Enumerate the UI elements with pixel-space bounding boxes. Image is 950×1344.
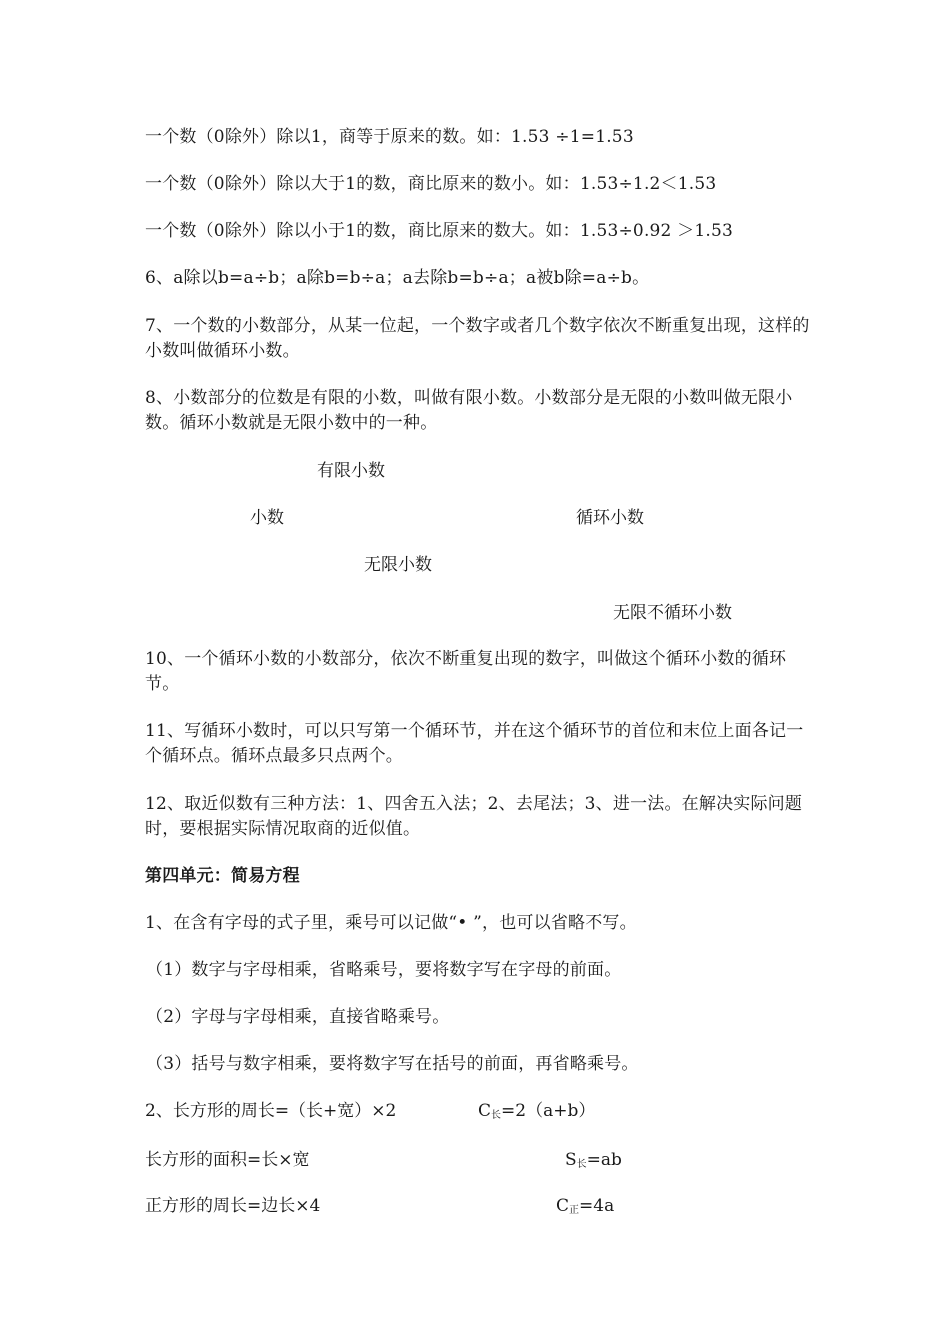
formula-expression: =ab — [586, 1150, 622, 1170]
rule-divide-by-one: 一个数（0除外）除以1，商等于原来的数。如：1.53 ÷1=1.53 — [145, 127, 634, 147]
definition-repeating-block: 10、一个循环小数的小数部分，依次不断重复出现的数字，叫做这个循环小数的循环节。 — [145, 649, 787, 694]
rule-writing-repeating-decimal: 11、写循环小数时，可以只写第一个循环节，并在这个循环节的首位和末位上面各记一个循环点。循环点最多只点两个。 — [145, 721, 804, 766]
formula-subscript: 正 — [569, 1205, 580, 1216]
rule-bracket-times-number: （3）括号与数字相乘，要将数字写在括号的前面，再省略乘号。 — [146, 1054, 639, 1074]
diagram-repeating-decimal: 循环小数 — [576, 508, 644, 528]
diagram-finite-decimal: 有限小数 — [317, 461, 385, 481]
rule-approximation-methods: 12、取近似数有三种方法：1、四舍五入法；2、去尾法；3、进一法。在解决实际问题时，要根据实际情况取商的近似值。 — [145, 794, 803, 839]
formula-rectangle-area-text: 长方形的面积=长×宽 — [145, 1150, 310, 1170]
definition-finite-infinite-decimal: 8、小数部分的位数是有限的小数，叫做有限小数。小数部分是无限的小数叫做无限小数。循环小数就是无限小数中的一种。 — [145, 388, 793, 433]
diagram-decimal: 小数 — [250, 508, 284, 528]
formula-subscript: 长 — [491, 1110, 502, 1121]
diagram-infinite-decimal: 无限小数 — [364, 555, 432, 575]
formula-expression: =4a — [579, 1196, 615, 1216]
rule-number-times-letter: （1）数字与字母相乘，省略乘号，要将数字写在字母的前面。 — [146, 960, 622, 980]
formula-square-perimeter — [556, 1194, 614, 1223]
formula-square-perimeter-text: 正方形的周长=边长×4 — [145, 1196, 321, 1216]
rule-divide-by-greater-than-one: 一个数（0除外）除以大于1的数，商比原来的数小。如：1.53÷1.2＜1.53 — [145, 174, 717, 194]
formula-expression: =2（a+b） — [501, 1101, 596, 1121]
formula-symbol: C — [478, 1101, 492, 1121]
formula-rectangle-perimeter — [478, 1099, 595, 1128]
rule-divide-by-less-than-one: 一个数（0除外）除以小于1的数，商比原来的数大。如：1.53÷0.92 ＞1.53 — [145, 221, 734, 241]
formula-symbol: C — [556, 1196, 570, 1216]
formula-rectangle-area — [565, 1148, 622, 1177]
diagram-nonrepeating-decimal: 无限不循环小数 — [613, 603, 732, 623]
section-heading-unit-four: 第四单元：简易方程 — [145, 866, 300, 886]
rule-multiplication-sign: 1、在含有字母的式子里，乘号可以记做“• ”，也可以省略不写。 — [145, 913, 637, 933]
rule-division-wording: 6、a除以b=a÷b；a除b=b÷a；a去除b=b÷a；a被b除=a÷b。 — [145, 268, 650, 288]
definition-repeating-decimal: 7、一个数的小数部分，从某一位起，一个数字或者几个数字依次不断重复出现，这样的小数叫做循环小数。 — [145, 316, 810, 361]
formula-symbol: S — [565, 1150, 577, 1170]
rule-letter-times-letter: （2）字母与字母相乘，直接省略乘号。 — [146, 1007, 450, 1027]
formula-subscript: 长 — [576, 1159, 587, 1170]
formula-rectangle-perimeter-text: 2、长方形的周长=（长+宽）×2 — [145, 1101, 397, 1121]
